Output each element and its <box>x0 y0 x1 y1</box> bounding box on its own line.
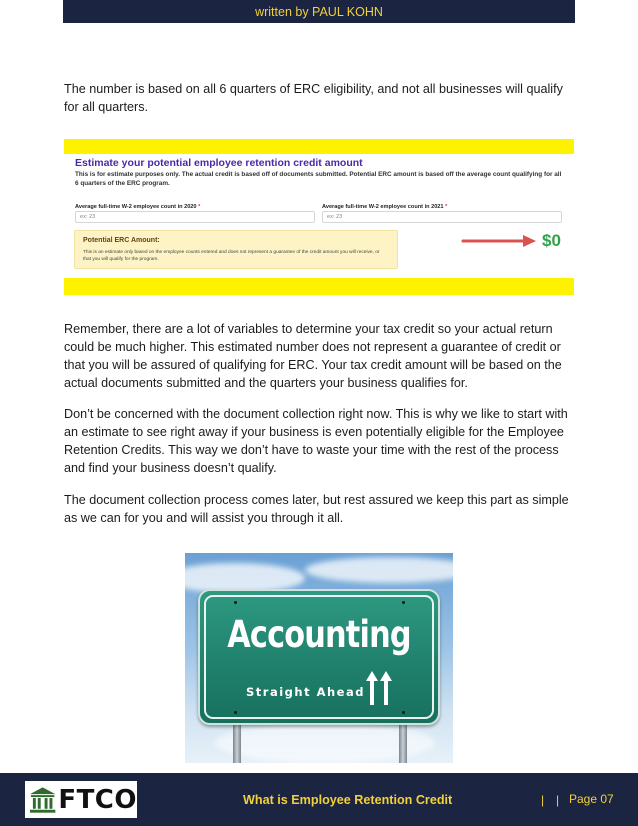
road-sign <box>198 589 440 725</box>
potential-erc-title: Potential ERC Amount: <box>83 237 160 244</box>
estimate-paragraph: Don’t be concerned with the document collection right now. This is why we like to start with an estimate to see right away if your business is even potentially eligible for the Employee Retention Credits. This way we don’t have to waste your time with the rest of the process and find your business doesn’t qualify. <box>64 407 568 475</box>
footer-separator: | <box>541 793 545 807</box>
author-byline: written by PAUL KOHN <box>255 4 383 19</box>
potential-erc-description: This is an estimate only based on the employee counts entered and does not represent a guarantee of the credit amount you will receive, or that you will qualify for the program. <box>83 250 380 262</box>
field-2021-label: Average full-time W-2 employee count in 2021 * <box>322 204 448 210</box>
footer-title: What is Employee Retention Credit <box>243 793 453 807</box>
sign-subtitle: Straight Ahead <box>246 685 365 699</box>
employee-count-2021-input: ex: 23 <box>322 211 562 223</box>
variables-paragraph: Remember, there are a lot of variables to determine your tax credit so your actual return could be much higher. This estimated number does not represent a guarantee of credit or that you will be assured of qualifying for ERC. Your tax credit amount will be based on the actual documents submitted and the quarters your business qualifies for. <box>64 322 562 390</box>
logo-text: FTCO <box>58 784 137 815</box>
document-collection-paragraph: The document collection process comes later, but rest assured we keep this part as simple as we can for you and will assist you through it all. <box>64 493 569 525</box>
potential-erc-panel <box>74 230 398 269</box>
intro-paragraph: The number is based on all 6 quarters of ERC eligibility, and not all businesses will qualify for all quarters. <box>64 82 563 114</box>
erc-description: This is for estimate purposes only. The actual credit is based off of documents submitted. Potential ERC amount is based off the average count qualifying for all 6 quarters of the ERC program. <box>75 171 562 187</box>
erc-title: Estimate your potential employee retention credit amount <box>75 157 363 169</box>
erc-amount: $0 <box>542 231 561 250</box>
red-arrow-icon <box>461 234 537 248</box>
bank-building-icon <box>29 786 56 814</box>
highlight-strip-top <box>64 139 574 154</box>
ftco-logo <box>25 781 137 818</box>
footer <box>0 773 638 826</box>
highlight-strip-bottom <box>64 278 574 295</box>
footer-separator: | <box>556 793 560 807</box>
page-number: Page 07 <box>569 792 614 806</box>
accounting-sign-image <box>185 553 453 763</box>
up-arrows-icon <box>366 671 392 705</box>
employee-count-2020-input: ex: 23 <box>75 211 315 223</box>
author-banner <box>63 0 575 23</box>
sign-title: Accounting <box>227 613 411 656</box>
field-2020-label: Average full-time W-2 employee count in 2020 * <box>75 204 201 210</box>
erc-calculator-screenshot <box>64 154 574 278</box>
